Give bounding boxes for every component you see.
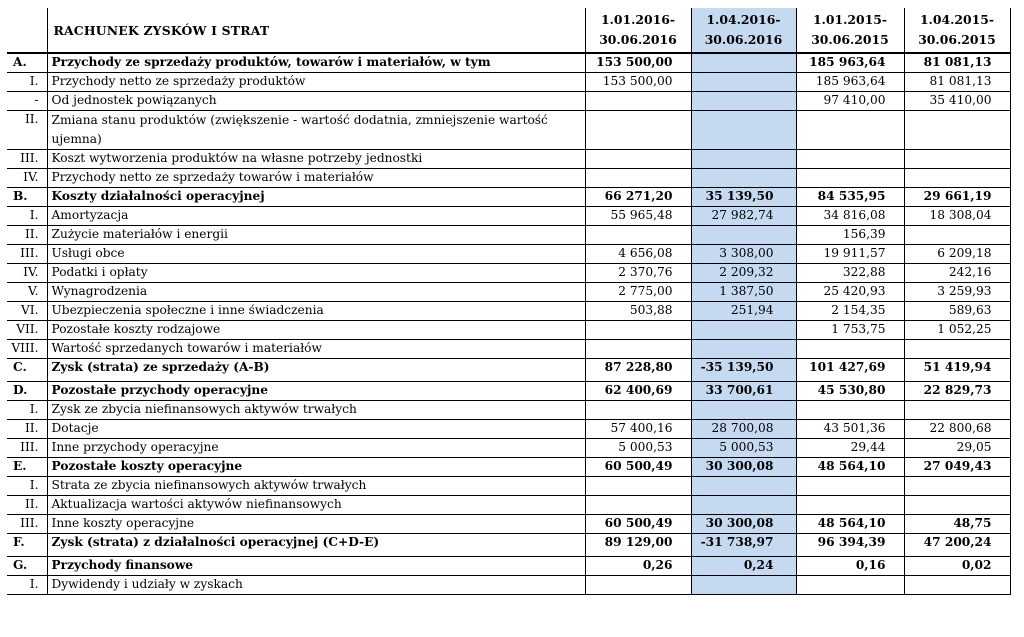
row-value-col-1 <box>585 150 691 169</box>
row-code: A. <box>7 53 47 73</box>
row-value-col-4 <box>904 576 1010 595</box>
row-value-col-2 <box>691 401 796 420</box>
row-label: Amortyzacja <box>47 207 585 226</box>
row-value-col-4: 3 259,93 <box>904 283 1010 302</box>
table-row <box>7 439 1010 458</box>
row-label: Inne przychody operacyjne <box>47 439 585 458</box>
row-value-col-1: 55 965,48 <box>585 207 691 226</box>
row-value-col-1 <box>585 496 691 515</box>
table-row <box>7 264 1010 283</box>
row-value-col-4: 35 410,00 <box>904 92 1010 111</box>
row-value-col-4: 81 081,13 <box>904 73 1010 92</box>
table-row <box>7 73 1010 92</box>
income-statement <box>7 8 1010 595</box>
row-value-col-2 <box>691 53 796 73</box>
row-value-col-4: 81 081,13 <box>904 53 1010 73</box>
table-row <box>7 401 1010 420</box>
row-value-col-2 <box>691 169 796 188</box>
row-value-col-3 <box>796 150 904 169</box>
row-value-col-1: 89 129,00 <box>585 534 691 557</box>
statement-title: RACHUNEK ZYSKÓW I STRAT <box>47 8 585 53</box>
row-value-col-3: 84 535,95 <box>796 188 904 207</box>
row-label: Przychody ze sprzedaży produktów, towarów i materiałów, w tym <box>47 53 585 73</box>
row-value-col-3 <box>796 576 904 595</box>
table-row <box>7 420 1010 439</box>
row-label: Dywidendy i udziały w zyskach <box>47 576 585 595</box>
row-code: VI. <box>7 302 47 321</box>
row-label: Zużycie materiałów i energii <box>47 226 585 245</box>
table-row <box>7 477 1010 496</box>
column-header-2-start: 1.04.2016- <box>706 12 781 27</box>
row-value-col-2 <box>691 150 796 169</box>
row-label: Ubezpieczenia społeczne i inne świadczenia <box>47 302 585 321</box>
table-row <box>7 576 1010 595</box>
table-header-row <box>7 8 1010 53</box>
row-code: C. <box>7 359 47 382</box>
row-value-col-4: 0,02 <box>904 557 1010 576</box>
row-value-col-2: 5 000,53 <box>691 439 796 458</box>
table-row <box>7 534 1010 557</box>
row-value-col-3: 48 564,10 <box>796 458 904 477</box>
row-value-col-3: 43 501,36 <box>796 420 904 439</box>
row-value-col-2 <box>691 73 796 92</box>
row-value-col-4 <box>904 111 1010 150</box>
row-label: Zysk (strata) z działalności operacyjnej (C+D-E) <box>47 534 585 557</box>
row-label: Dotacje <box>47 420 585 439</box>
row-code: II. <box>7 111 47 150</box>
row-value-col-3 <box>796 401 904 420</box>
row-value-col-3: 19 911,57 <box>796 245 904 264</box>
row-code: I. <box>7 477 47 496</box>
row-code: D. <box>7 382 47 401</box>
row-value-col-3: 2 154,35 <box>796 302 904 321</box>
row-value-col-1: 2 775,00 <box>585 283 691 302</box>
row-value-col-1: 153 500,00 <box>585 73 691 92</box>
row-value-col-1: 2 370,76 <box>585 264 691 283</box>
row-value-col-3: 185 963,64 <box>796 53 904 73</box>
row-label: Strata ze zbycia niefinansowych aktywów trwałych <box>47 477 585 496</box>
row-value-col-4 <box>904 496 1010 515</box>
row-value-col-4: 18 308,04 <box>904 207 1010 226</box>
row-value-col-4: 1 052,25 <box>904 321 1010 340</box>
table-row <box>7 283 1010 302</box>
table-row <box>7 340 1010 359</box>
row-label: Wartość sprzedanych towarów i materiałów <box>47 340 585 359</box>
column-header-3-start: 1.01.2015- <box>812 12 888 27</box>
row-label: Zmiana stanu produktów (zwiększenie - wartość dodatnia, zmniejszenie wartość ujemna) <box>47 111 585 150</box>
row-value-col-1 <box>585 169 691 188</box>
table-row <box>7 321 1010 340</box>
row-value-col-2 <box>691 111 796 150</box>
row-value-col-3: 1 753,75 <box>796 321 904 340</box>
row-value-col-4: 29 661,19 <box>904 188 1010 207</box>
row-label: Zysk (strata) ze sprzedaży (A-B) <box>47 359 585 382</box>
table-row <box>7 302 1010 321</box>
row-code: I. <box>7 73 47 92</box>
row-value-col-2: 2 209,32 <box>691 264 796 283</box>
row-value-col-2: 27 982,74 <box>691 207 796 226</box>
table-row <box>7 557 1010 576</box>
table-row <box>7 92 1010 111</box>
row-value-col-2: 251,94 <box>691 302 796 321</box>
row-label: Zysk ze zbycia niefinansowych aktywów trwałych <box>47 401 585 420</box>
row-value-col-2: -35 139,50 <box>691 359 796 382</box>
row-label: Wynagrodzenia <box>47 283 585 302</box>
row-code: VII. <box>7 321 47 340</box>
row-value-col-3: 48 564,10 <box>796 515 904 534</box>
row-code: I. <box>7 576 47 595</box>
row-code: II. <box>7 496 47 515</box>
row-value-col-3: 45 530,80 <box>796 382 904 401</box>
row-label: Aktualizacja wartości aktywów niefinansowych <box>47 496 585 515</box>
row-value-col-3 <box>796 477 904 496</box>
row-value-col-2 <box>691 226 796 245</box>
table-row <box>7 226 1010 245</box>
table-row <box>7 169 1010 188</box>
row-value-col-2: 33 700,61 <box>691 382 796 401</box>
column-header-2-end: 30.06.2016 <box>704 32 783 47</box>
column-header-4 <box>904 8 1010 53</box>
row-value-col-4: 22 829,73 <box>904 382 1010 401</box>
row-value-col-4 <box>904 169 1010 188</box>
column-header-1-end: 30.06.2016 <box>599 32 677 47</box>
column-header-4-end: 30.06.2015 <box>918 32 996 47</box>
row-code: II. <box>7 420 47 439</box>
row-value-col-2: 30 300,08 <box>691 458 796 477</box>
row-value-col-4 <box>904 226 1010 245</box>
column-header-4-start: 1.04.2015- <box>919 12 995 27</box>
row-value-col-3 <box>796 496 904 515</box>
table-row <box>7 188 1010 207</box>
table-row <box>7 382 1010 401</box>
row-value-col-3 <box>796 340 904 359</box>
row-value-col-2: 1 387,50 <box>691 283 796 302</box>
row-value-col-2 <box>691 477 796 496</box>
row-value-col-2 <box>691 496 796 515</box>
row-code: B. <box>7 188 47 207</box>
row-value-col-1: 60 500,49 <box>585 458 691 477</box>
row-value-col-2 <box>691 321 796 340</box>
row-value-col-1: 503,88 <box>585 302 691 321</box>
row-value-col-3 <box>796 169 904 188</box>
row-value-col-3: 29,44 <box>796 439 904 458</box>
row-value-col-1: 66 271,20 <box>585 188 691 207</box>
row-label: Pozostałe przychody operacyjne <box>47 382 585 401</box>
row-label: Koszt wytworzenia produktów na własne potrzeby jednostki <box>47 150 585 169</box>
table-row <box>7 515 1010 534</box>
row-code: III. <box>7 150 47 169</box>
row-code: III. <box>7 515 47 534</box>
row-code: IV. <box>7 169 47 188</box>
row-value-col-4: 51 419,94 <box>904 359 1010 382</box>
row-value-col-1 <box>585 321 691 340</box>
row-value-col-1 <box>585 111 691 150</box>
table-row <box>7 150 1010 169</box>
row-value-col-4: 6 209,18 <box>904 245 1010 264</box>
column-header-3-end: 30.06.2015 <box>811 32 889 47</box>
row-value-col-4 <box>904 340 1010 359</box>
row-value-col-2: 3 308,00 <box>691 245 796 264</box>
row-value-col-4 <box>904 401 1010 420</box>
row-value-col-3: 322,88 <box>796 264 904 283</box>
row-value-col-4: 29,05 <box>904 439 1010 458</box>
row-value-col-4 <box>904 150 1010 169</box>
table-row <box>7 53 1010 73</box>
table-row <box>7 359 1010 382</box>
row-code: V. <box>7 283 47 302</box>
row-value-col-1: 87 228,80 <box>585 359 691 382</box>
table-row <box>7 245 1010 264</box>
row-code: VIII. <box>7 340 47 359</box>
row-code: III. <box>7 245 47 264</box>
row-code: IV. <box>7 264 47 283</box>
column-header-1 <box>585 8 691 53</box>
row-value-col-4: 27 049,43 <box>904 458 1010 477</box>
row-value-col-2 <box>691 576 796 595</box>
row-label: Przychody netto ze sprzedaży produktów <box>47 73 585 92</box>
row-value-col-3 <box>796 111 904 150</box>
row-value-col-1 <box>585 340 691 359</box>
row-value-col-4: 48,75 <box>904 515 1010 534</box>
row-value-col-1: 0,26 <box>585 557 691 576</box>
row-value-col-2 <box>691 92 796 111</box>
row-value-col-3: 34 816,08 <box>796 207 904 226</box>
row-value-col-3: 156,39 <box>796 226 904 245</box>
row-label: Od jednostek powiązanych <box>47 92 585 111</box>
table-row <box>7 458 1010 477</box>
row-value-col-2: 28 700,08 <box>691 420 796 439</box>
header-code-cell <box>7 8 47 53</box>
row-label: Pozostałe koszty rodzajowe <box>47 321 585 340</box>
column-header-2 <box>691 8 796 53</box>
row-value-col-1 <box>585 226 691 245</box>
row-value-col-3: 185 963,64 <box>796 73 904 92</box>
row-code: F. <box>7 534 47 557</box>
row-label: Przychody finansowe <box>47 557 585 576</box>
row-label: Podatki i opłaty <box>47 264 585 283</box>
row-label: Pozostałe koszty operacyjne <box>47 458 585 477</box>
table-row <box>7 496 1010 515</box>
row-value-col-2: 0,24 <box>691 557 796 576</box>
row-value-col-3: 25 420,93 <box>796 283 904 302</box>
column-header-1-start: 1.01.2016- <box>600 12 676 27</box>
row-value-col-4 <box>904 477 1010 496</box>
column-header-3 <box>796 8 904 53</box>
row-value-col-4: 22 800,68 <box>904 420 1010 439</box>
row-value-col-3: 96 394,39 <box>796 534 904 557</box>
row-value-col-1: 4 656,08 <box>585 245 691 264</box>
row-value-col-3: 0,16 <box>796 557 904 576</box>
row-value-col-1: 5 000,53 <box>585 439 691 458</box>
row-code: II. <box>7 226 47 245</box>
row-value-col-1: 60 500,49 <box>585 515 691 534</box>
row-value-col-1: 57 400,16 <box>585 420 691 439</box>
row-value-col-1 <box>585 477 691 496</box>
row-value-col-3: 101 427,69 <box>796 359 904 382</box>
row-code: I. <box>7 207 47 226</box>
row-label: Inne koszty operacyjne <box>47 515 585 534</box>
table-row <box>7 111 1010 150</box>
row-value-col-2 <box>691 340 796 359</box>
row-label: Koszty działalności operacyjnej <box>47 188 585 207</box>
row-value-col-4: 589,63 <box>904 302 1010 321</box>
row-value-col-4: 47 200,24 <box>904 534 1010 557</box>
row-code: - <box>7 92 47 111</box>
row-value-col-1: 153 500,00 <box>585 53 691 73</box>
row-code: I. <box>7 401 47 420</box>
row-value-col-3: 97 410,00 <box>796 92 904 111</box>
row-value-col-1 <box>585 576 691 595</box>
row-code: E. <box>7 458 47 477</box>
row-value-col-2: -31 738,97 <box>691 534 796 557</box>
row-value-col-1 <box>585 92 691 111</box>
row-value-col-1: 62 400,69 <box>585 382 691 401</box>
row-label: Przychody netto ze sprzedaży towarów i materiałów <box>47 169 585 188</box>
row-value-col-2: 35 139,50 <box>691 188 796 207</box>
row-code: III. <box>7 439 47 458</box>
row-value-col-1 <box>585 401 691 420</box>
row-label: Usługi obce <box>47 245 585 264</box>
table-row <box>7 207 1010 226</box>
row-code: G. <box>7 557 47 576</box>
row-value-col-2: 30 300,08 <box>691 515 796 534</box>
income-statement-table <box>7 8 1011 595</box>
row-value-col-4: 242,16 <box>904 264 1010 283</box>
